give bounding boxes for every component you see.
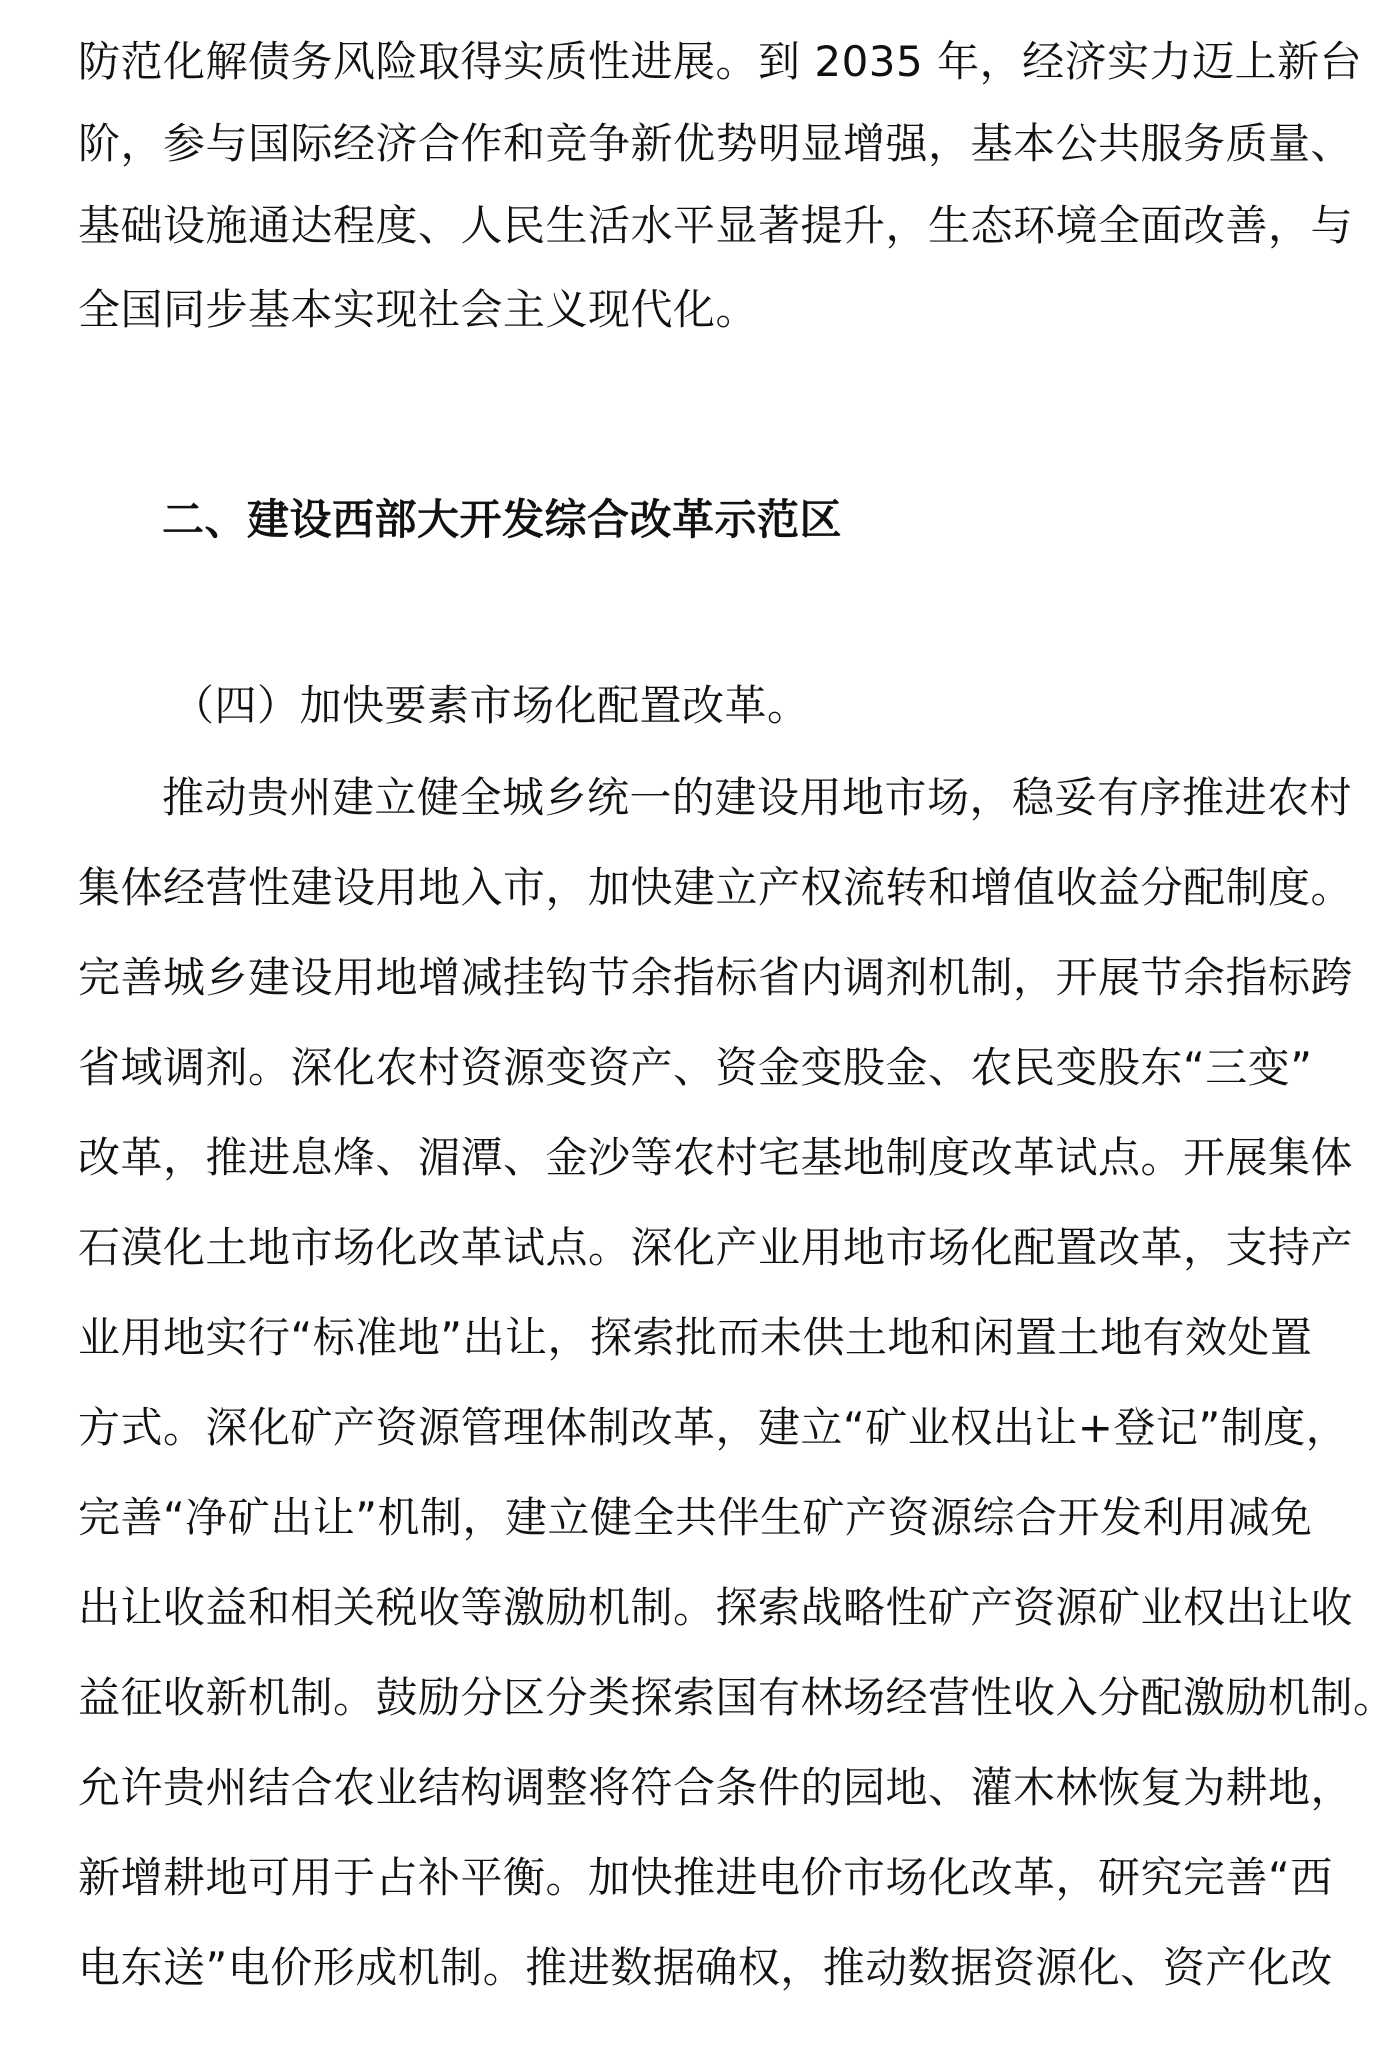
paragraph-line: 出让收益和相关税收等激励机制。探索战略性矿产资源矿业权出让收 [78,1583,1354,1632]
paragraph-line: 业用地实行“标准地”出让，探索批而未供土地和闲置土地有效处置 [78,1313,1313,1362]
paragraph-line: 方式。深化矿产资源管理体制改革，建立“矿业权出让+登记”制度， [78,1403,1349,1452]
paragraph-line: 改革，推进息烽、湄潭、金沙等农村宅基地制度改革试点。开展集体 [78,1133,1354,1182]
paragraph-line: 推动贵州建立健全城乡统一的建设用地市场，稳妥有序推进农村 [162,773,1353,822]
paragraph-line: 防范化解债务风险取得实质性进展。到 2035 年，经济实力迈上新台 [78,37,1363,86]
paragraph-line: 石漠化土地市场化改革试点。深化产业用地市场化配置改革，支持产 [78,1223,1354,1272]
paragraph-line: 省域调剂。深化农村资源变资产、资金变股金、农民变股东“三变” [78,1043,1313,1092]
paragraph-line: 阶，参与国际经济合作和竞争新优势明显增强，基本公共服务质量、 [78,119,1354,168]
paragraph-line: 基础设施通达程度、人民生活水平显著提升，生态环境全面改善，与 [78,201,1354,250]
section-heading: 二、建设西部大开发综合改革示范区 [162,495,843,544]
paragraph-line: 完善“净矿出让”机制，建立健全共伴生矿产资源综合开发利用减免 [78,1493,1313,1542]
paragraph-line: 完善城乡建设用地增减挂钩节余指标省内调剂机制，开展节余指标跨 [78,953,1354,1002]
paragraph-line: 电东送”电价形成机制。推进数据确权，推动数据资源化、资产化改 [78,1943,1333,1992]
subsection-heading: （四）加快要素市场化配置改革。 [172,681,810,730]
paragraph-line: 集体经营性建设用地入市，加快建立产权流转和增值收益分配制度。 [78,863,1354,912]
paragraph-line: 全国同步基本实现社会主义现代化。 [78,285,759,334]
paragraph-line: 益征收新机制。鼓励分区分类探索国有林场经营性收入分配激励机制。 [78,1673,1396,1722]
paragraph-line: 允许贵州结合农业结构调整将符合条件的园地、灌木林恢复为耕地， [78,1763,1354,1812]
paragraph-line: 新增耕地可用于占补平衡。加快推进电价市场化改革，研究完善“西 [78,1853,1333,1902]
